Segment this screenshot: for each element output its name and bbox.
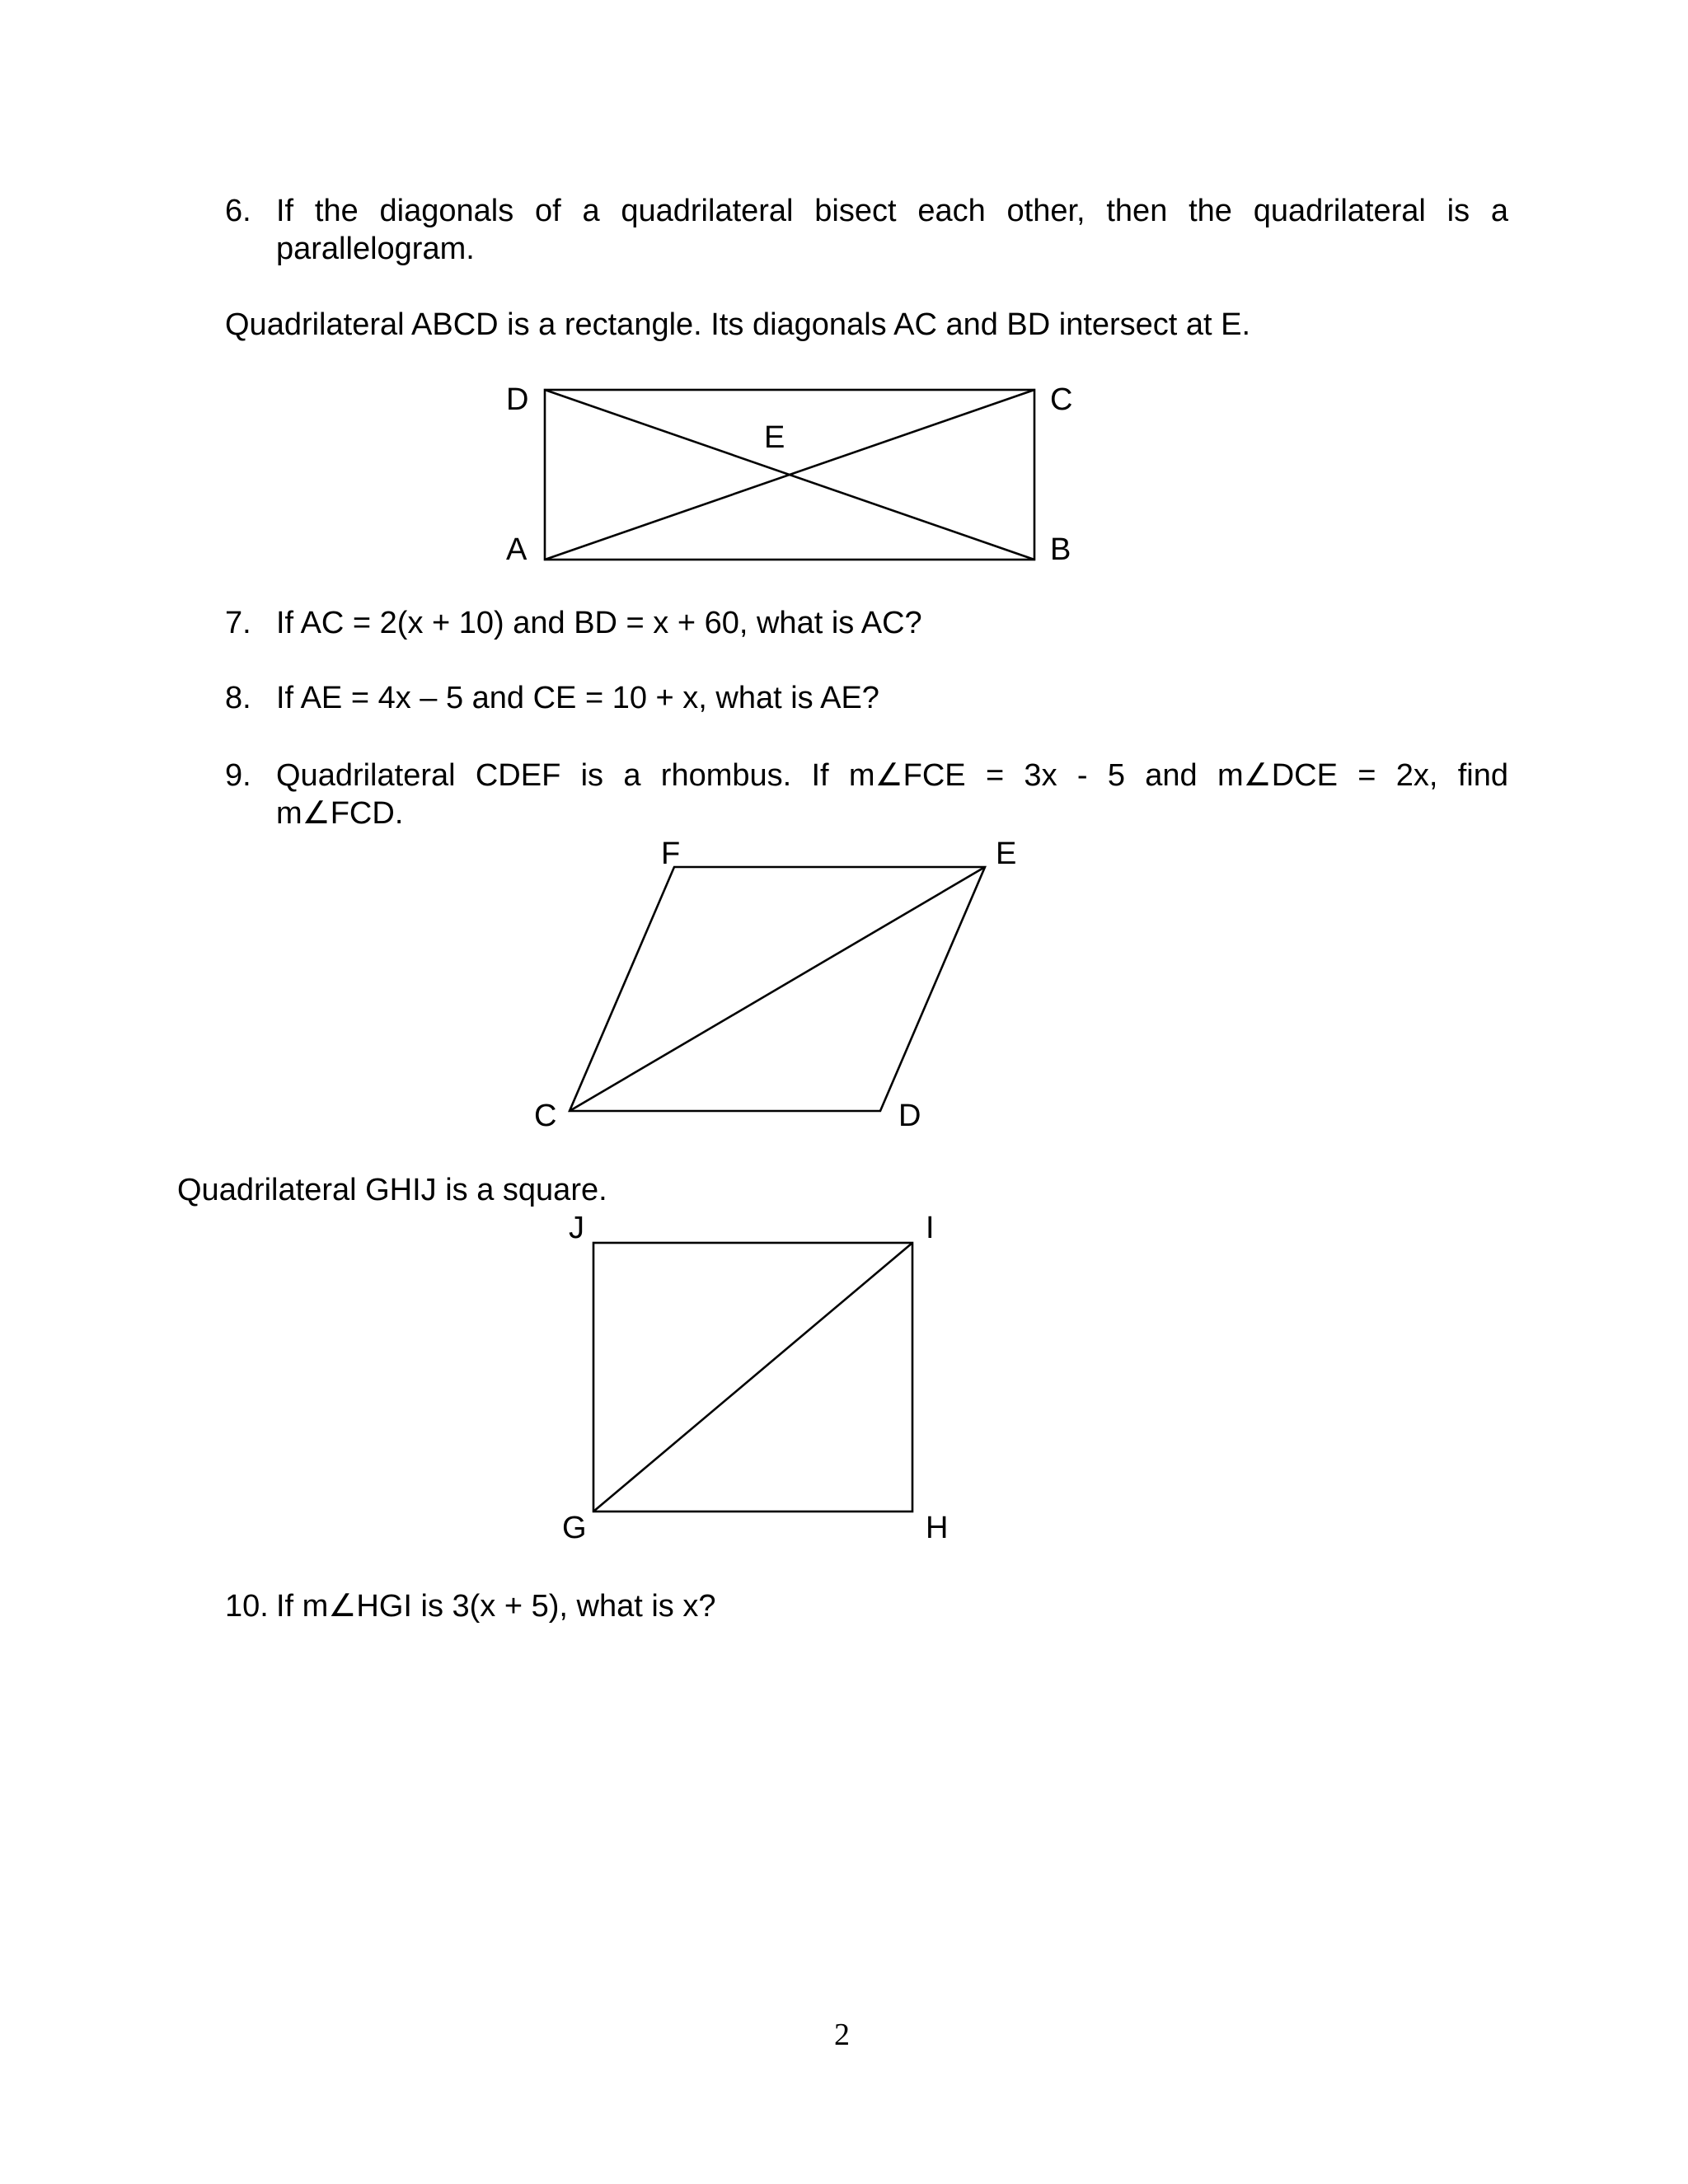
question-8-text: If AE = 4x – 5 and CE = 10 + x, what is AE? <box>276 681 879 715</box>
question-6-line-2: parallelogram. <box>276 232 475 266</box>
rectangle-intro: Quadrilateral ABCD is a rectangle. Its diagonals AC and BD intersect at E. <box>225 307 1251 342</box>
question-6-line-1: If the diagonals of a quadrilateral bisect each other, then the quadrilateral is a <box>276 194 1508 228</box>
rhombus-cdef-figure <box>534 837 1016 1133</box>
label-c: C <box>1050 382 1073 417</box>
question-9-line-1: Quadrilateral CDEF is a rhombus. If m∠FCE = 3x - 5 and m∠DCE = 2x, find <box>276 758 1508 793</box>
diagonal-gi <box>593 1243 912 1511</box>
label-g: G <box>562 1511 587 1545</box>
square-ghij-figure <box>562 1211 948 1545</box>
question-10-text: If m∠HGI is 3(x + 5), what is x? <box>276 1589 716 1624</box>
label-i: I <box>926 1211 935 1245</box>
label-d: D <box>506 382 529 417</box>
label-c: C <box>534 1099 557 1133</box>
label-j: J <box>569 1211 584 1245</box>
question-10-number: 10. <box>225 1589 269 1624</box>
label-h: H <box>926 1511 949 1545</box>
question-7-text: If AC = 2(x + 10) and BD = x + 60, what is AC? <box>276 606 922 640</box>
label-e: E <box>764 420 785 455</box>
page-number: 2 <box>834 2018 850 2052</box>
square-intro: Quadrilateral GHIJ is a square. <box>177 1173 607 1207</box>
rectangle-abcd-figure <box>506 382 1072 567</box>
label-e: E <box>996 837 1017 871</box>
question-8-number: 8. <box>225 681 251 715</box>
diagonal-ce <box>570 867 985 1111</box>
label-d: D <box>898 1099 921 1133</box>
question-9-number: 9. <box>225 758 251 793</box>
question-6-number: 6. <box>225 194 251 228</box>
question-7-number: 7. <box>225 606 251 640</box>
question-9-line-2: m∠FCD. <box>276 796 404 831</box>
label-f: F <box>661 837 681 871</box>
label-b: B <box>1050 532 1071 567</box>
label-a: A <box>506 532 528 567</box>
